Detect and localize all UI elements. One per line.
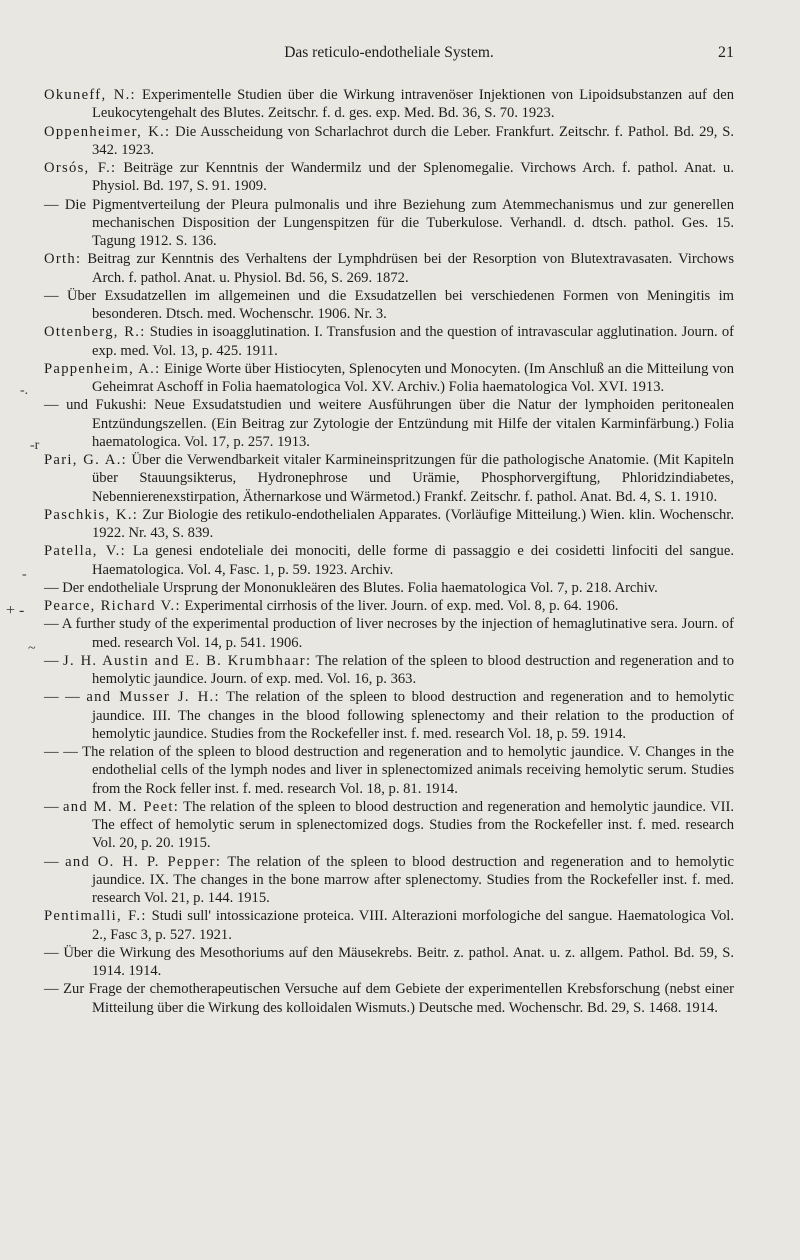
repeat-dash: — (44, 579, 63, 596)
reference-entry (44, 396, 734, 451)
reference-text: Über die Wirkung des Mesothoriums auf den Mäusekrebs. Beitr. z. pathol. Anat. u. z. allgem. Pathol. Bd. 59, S. 1914. 1914. (63, 944, 734, 979)
reference-text: Beitrag zur Kenntnis des Verhaltens der Lymphdrüsen bei der Resorption von Blutextravasaten. Virchows Arch. f. pathol. Anat. u. Physiol. Bd. 56, S. 269. 1872. (81, 251, 734, 286)
repeat-dash: — (44, 196, 65, 213)
reference-text: Studies in isoagglutination. I. Transfusion and the question of intravascular agglutination. Journ. of exp. med. Vol. 13, p. 425. 1911. (92, 324, 734, 359)
reference-author: and O. H. P. Pepper: (65, 853, 222, 870)
repeat-dash: — (44, 944, 64, 961)
reference-entry (44, 579, 734, 597)
margin-mark: -r (30, 438, 40, 453)
reference-entry (44, 86, 734, 123)
reference-author: Ottenberg, R.: (44, 324, 146, 341)
reference-entry (44, 542, 734, 579)
reference-entry (44, 743, 734, 798)
reference-entry (44, 798, 734, 853)
reference-author: Pentimalli, F.: (44, 908, 147, 925)
repeat-dash: — (44, 652, 63, 669)
margin-mark: ~ (28, 641, 36, 656)
repeat-dash: — (44, 981, 64, 998)
reference-author: Orsós, F.: (44, 160, 117, 176)
reference-author: J. H. Austin and E. B. Krumbhaar: (62, 652, 312, 669)
reference-author: Paschkis, K.: (44, 506, 139, 523)
reference-entry (44, 652, 734, 689)
repeat-dash: — (44, 287, 67, 304)
reference-entry (44, 615, 734, 652)
reference-text: The relation of the spleen to blood destruction and regeneration and to hemolytic jaundice. Journ. of exp. med. Vol. 16, p. 363. (92, 652, 735, 687)
margin-mark: -. (20, 383, 29, 398)
reference-author: and M. M. Peet: (62, 798, 180, 815)
repeat-dash: — — (44, 689, 87, 706)
reference-text: Einige Worte über Histiocyten, Splenocyten und Monocyten. (Im Anschluß an die Mitteilung von Geheimrat Aschoff in Folia haematologica Vol. XV. Archiv.) Folia haematologica Vol. XVI. 1913. (92, 360, 734, 395)
repeat-dash: — (44, 798, 63, 815)
repeat-dash: — (44, 853, 66, 870)
reference-entry (44, 250, 734, 287)
reference-author: Okuneff, N.: (44, 87, 136, 103)
reference-text: Experimentelle Studien über die Wirkung intravenöser Injektionen von Lipoidsubstanzen auf den Leukocytengehalt des Blutes. Zeitschr. f. d. ges. exp. Med. Bd. 36, S. 70. 1923. (92, 87, 734, 122)
reference-text: Die Ausscheidung von Scharlachrot durch die Leber. Frankfurt. Zeitschr. f. Pathol. Bd. 29, S. 342. 1923. (92, 123, 734, 158)
reference-text: A further study of the experimental production of liver necroses by the injection of hemaglutinative sera. Journ. of med. research Vol. 14, p. 541. 1906. (61, 616, 734, 651)
reference-entry (44, 944, 734, 981)
reference-text: The relation of the spleen to blood destruction and regeneration and to hemolytic jaundice. III. The changes in the blood following splenectomy and their relation to the production of hemolytic jaundice. Studies from the Rockefeller inst. f. med. research Vol. 18, p. 59. 1914. (92, 689, 735, 742)
reference-entry (44, 287, 734, 324)
reference-author: Pari, G. A.: (44, 452, 128, 468)
margin-mark: + - (6, 602, 25, 619)
reference-text: Studi sull' intossicazione proteica. VIII. Alterazioni morfologiche del sangue. Haematologica Vol. 2., Fasc 3, p. 527. 1921. (92, 908, 734, 943)
reference-author: Oppenheimer, K.: (44, 123, 171, 140)
reference-entry (44, 360, 734, 397)
reference-entry (44, 506, 734, 543)
reference-text: Über die Verwendbarkeit vitaler Karmineinspritzungen für die pathologische Anatomie. (Mit Kapiteln über Stauungsikterus, Hydronephrose und Urämie, Phosphorvergiftung, Phloridzindiabetes, Nebennierenexstirpation, Äthernarkose und Wärmetod.) Frankf. Zeitschr. f. pathol. Anat. Bd. 4, S. 1. 1910. (92, 452, 734, 505)
reference-text: The relation of the spleen to blood destruction and regeneration and to hemolytic jaundice. V. Changes in the endothelial cells of the lymph nodes and liver in splenectomized animals receiving hemolytic serum. Studies from the Rock feller inst. f. med. research Vol. 18, p. 81. 1914. (82, 744, 734, 797)
margin-mark: - (22, 567, 27, 582)
reference-entry (44, 853, 734, 908)
repeat-dash: — (44, 397, 67, 414)
reference-author: Pappenheim, A.: (44, 360, 161, 377)
reference-text: La genesi endoteliale dei monociti, delle forme di passaggio e dei cosidetti linfociti del sangue. Haematologica. Vol. 4, Fasc. 1, p. 59. 1923. Archiv. (92, 543, 734, 578)
reference-entry (44, 980, 734, 1017)
reference-entry (44, 688, 734, 743)
reference-text: Die Pigmentverteilung der Pleura pulmonalis und ihre Beziehung zum Atemmechanismus und zur generellen mechanischen Disposition der Lungenspitzen für die Tuberkulose. Verhandl. d. dtsch. pathol. Ges. 15. Tagung 1912. S. 136. (64, 196, 735, 249)
reference-text: The relation of the spleen to blood destruction and regeneration and hemolytic jaundice. VII. The effect of hemolytic serum in splenectomized dogs. Studies from the Rockefeller inst. f. med. research Vol. 20, p. 20. 1915. (92, 798, 734, 852)
reference-list (44, 86, 734, 1017)
reference-entry (44, 159, 734, 196)
running-title: Das reticulo-endotheliale System. (284, 44, 494, 61)
reference-text: Zur Biologie des retikulo-endothelialen Apparates. (Vorläufige Mitteilung.) Wien. klin. Wochenschr. 1922. Nr. 43, S. 839. (92, 506, 734, 541)
page-header (44, 44, 734, 64)
reference-entry (44, 196, 734, 251)
repeat-dash: — (44, 616, 62, 633)
reference-author: and Musser J. H.: (86, 689, 220, 706)
reference-text: Der endotheliale Ursprung der Mononukleären des Blutes. Folia haematologica Vol. 7, p. 218. Archiv. (62, 579, 658, 596)
reference-entry (44, 323, 734, 360)
reference-text: Über Exsudatzellen im allgemeinen und die Exsudatzellen bei verschiedenen Formen von Meningitis im besonderen. Dtsch. med. Wochenschr. 1906. Nr. 3. (66, 287, 734, 322)
reference-text: Experimental cirrhosis of the liver. Journ. of exp. med. Vol. 8, p. 64. 1906. (180, 598, 619, 614)
reference-author: Orth: (44, 251, 82, 268)
reference-entry (44, 597, 734, 615)
reference-text: und Fukushi: Neue Exsudatstudien und weitere Ausführungen über die Natur der lymphoiden peritonealen Entzündungszellen. (Ein Beitrag zur Zytologie der Entzündung mit Hilfe der vitalen Karminfärbung.) Folia haematologica. Vol. 17, p. 257. 1913. (66, 397, 734, 450)
repeat-dash: — — (44, 744, 83, 760)
reference-author: Patella, V.: (44, 543, 126, 560)
reference-entry (44, 451, 734, 506)
reference-entry (44, 907, 734, 944)
page-number: 21 (718, 44, 734, 61)
reference-text: Beiträge zur Kenntnis der Wandermilz und der Splenomegalie. Virchows Arch. f. pathol. Anat. u. Physiol. Bd. 197, S. 91. 1909. (92, 160, 734, 195)
reference-text: Zur Frage der chemotherapeutischen Versuche auf dem Gebiete der experimentellen Krebsforschung (nebst einer Mitteilung über die Wirkung des kolloidalen Wismuts.) Deutsche med. Wochenschr. Bd. 29, S. 1468. 1914. (63, 981, 735, 1016)
reference-entry (44, 123, 734, 160)
reference-author: Pearce, Richard V.: (44, 598, 181, 614)
reference-text: The relation of the spleen to blood destruction and regeneration and to hemolytic jaundice. IX. The changes in the bone marrow after splenectomy. Studies from the Rockefeller inst. f. med. research Vol. 21, p. 144. 1915. (92, 853, 734, 906)
